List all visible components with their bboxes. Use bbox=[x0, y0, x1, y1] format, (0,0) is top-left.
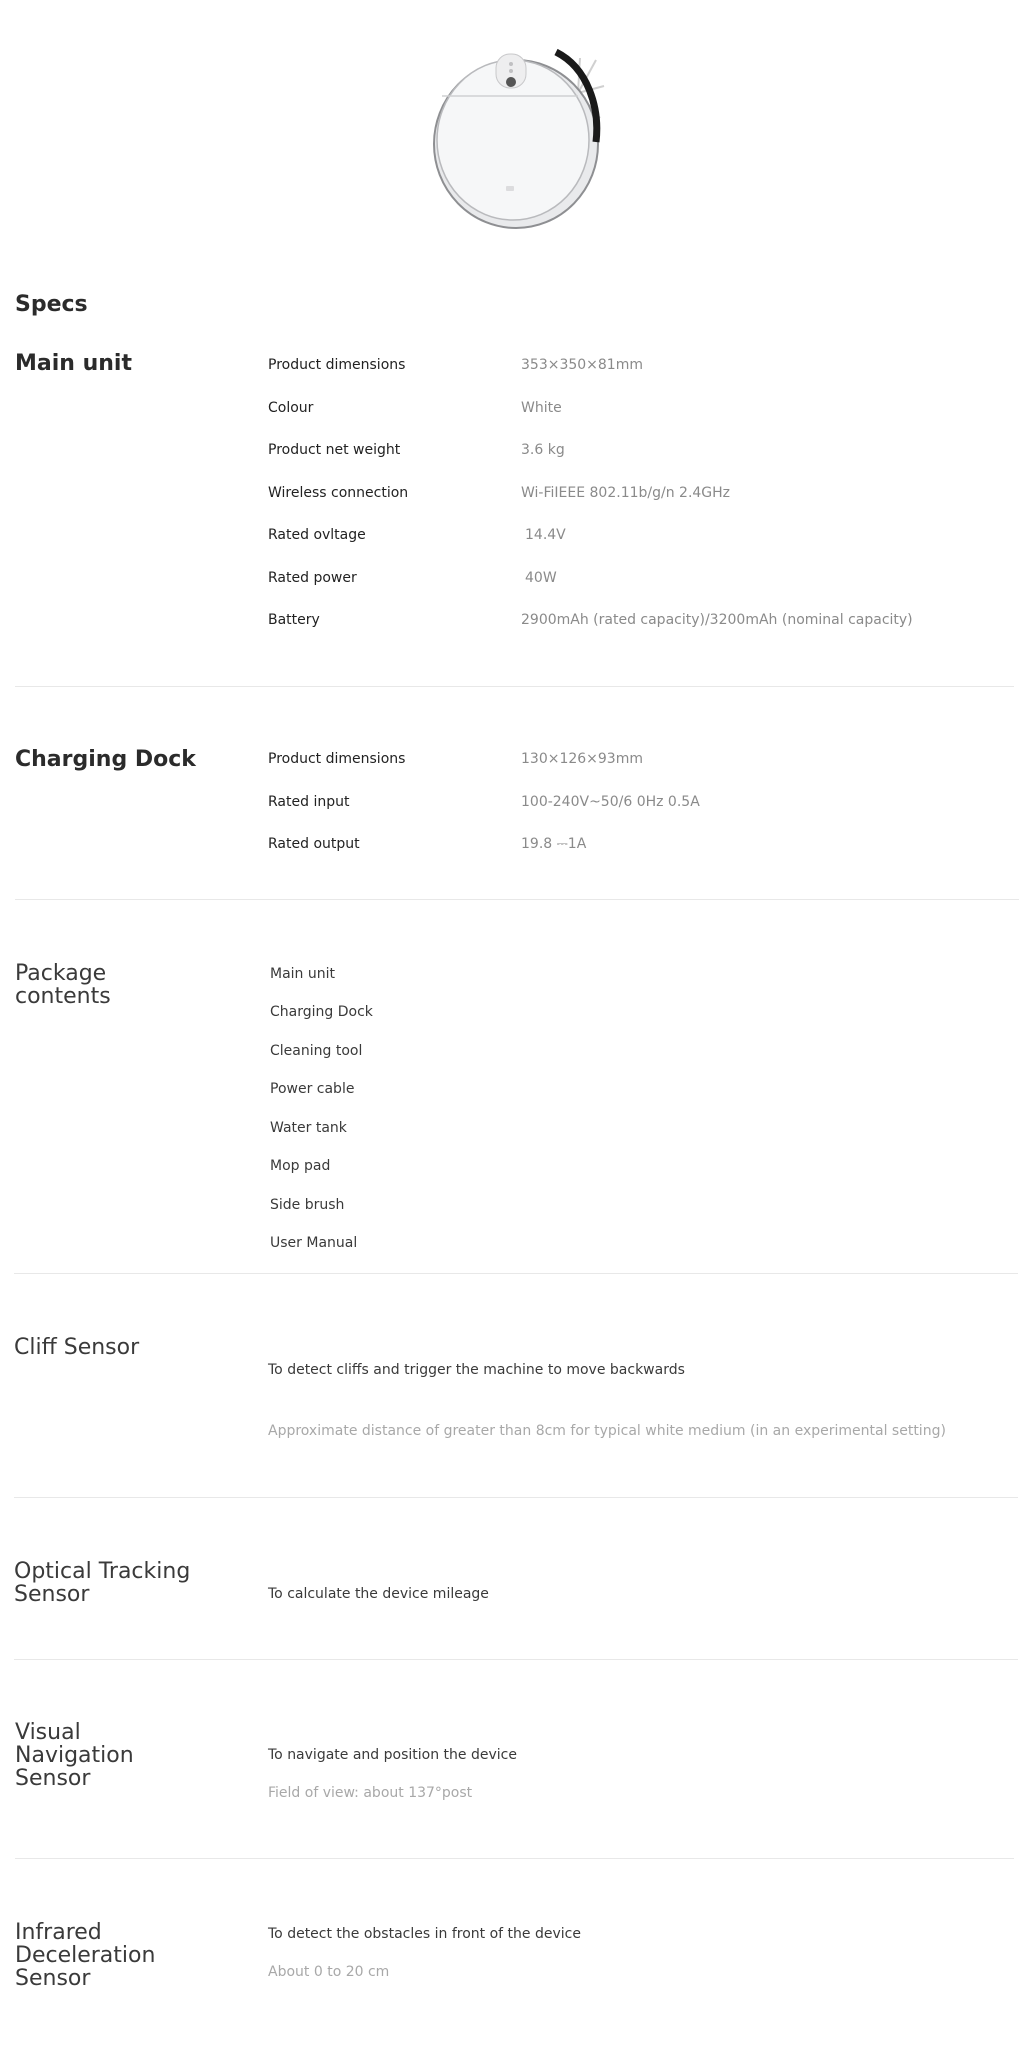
title-line: Infrared bbox=[15, 1920, 102, 1945]
title-line: Optical Tracking bbox=[14, 1559, 191, 1584]
section-divider bbox=[14, 1659, 1018, 1660]
title-line: Deceleration bbox=[15, 1943, 156, 1968]
section-divider bbox=[14, 1273, 1018, 1274]
section-title-infrared-deceleration-sensor bbox=[15, 1921, 155, 1990]
robot-vacuum-image bbox=[428, 38, 606, 230]
page-title: Specs bbox=[15, 292, 88, 317]
section-title-visual-navigation-sensor bbox=[15, 1721, 134, 1790]
list-item: Power cable bbox=[270, 1081, 355, 1097]
spec-label: Battery bbox=[268, 612, 320, 628]
spec-label: Wireless connection bbox=[268, 485, 409, 501]
title-line: contents bbox=[15, 984, 111, 1009]
section-title-main-unit: Main unit bbox=[15, 351, 132, 376]
spec-value: White bbox=[521, 400, 562, 416]
section-divider bbox=[15, 899, 1019, 900]
list-item: Side brush bbox=[270, 1197, 345, 1213]
list-item: Cleaning tool bbox=[270, 1043, 363, 1059]
sensor-description: To detect cliffs and trigger the machine to move backwards bbox=[268, 1362, 685, 1378]
spec-label: Rated power bbox=[268, 570, 357, 586]
section-divider bbox=[14, 1497, 1018, 1498]
spec-value: 14.4V bbox=[525, 527, 566, 543]
spec-value: 353×350×81mm bbox=[521, 357, 643, 373]
spec-label: Rated input bbox=[268, 794, 350, 810]
title-line: Navigation bbox=[15, 1743, 134, 1768]
title-line: Visual bbox=[15, 1720, 81, 1745]
title-line: Sensor bbox=[14, 1582, 90, 1607]
section-divider bbox=[15, 1858, 1014, 1859]
list-item: Mop pad bbox=[270, 1158, 331, 1174]
sensor-description: To navigate and position the device bbox=[268, 1747, 517, 1763]
spec-label: Rated output bbox=[268, 836, 360, 852]
title-line: Sensor bbox=[15, 1966, 91, 1991]
section-title-package-contents bbox=[15, 962, 111, 1008]
section-divider bbox=[15, 686, 1014, 687]
section-title-cliff-sensor: Cliff Sensor bbox=[14, 1335, 140, 1360]
sensor-description: To detect the obstacles in front of the device bbox=[268, 1926, 581, 1942]
spec-value: 130×126×93mm bbox=[521, 751, 643, 767]
sensor-note: About 0 to 20 cm bbox=[268, 1964, 390, 1980]
title-line: Sensor bbox=[15, 1766, 91, 1791]
spec-value: Wi-FiIEEE 802.11b/g/n 2.4GHz bbox=[521, 485, 731, 501]
list-item: User Manual bbox=[270, 1235, 358, 1251]
section-title-charging-dock: Charging Dock bbox=[15, 747, 196, 772]
spec-value: 3.6 kg bbox=[521, 442, 565, 458]
list-item: Main unit bbox=[270, 966, 335, 982]
sensor-note: Approximate distance of greater than 8cm for typical white medium (in an experimental setting) bbox=[268, 1423, 946, 1439]
spec-value: 19.8 ⎓1A bbox=[521, 836, 587, 852]
spec-label: Rated ovltage bbox=[268, 527, 366, 543]
list-item: Water tank bbox=[270, 1120, 347, 1136]
spec-label: Product dimensions bbox=[268, 357, 406, 373]
spec-value: 40W bbox=[525, 570, 557, 586]
spec-value: 100-240V~50/6 0Hz 0.5A bbox=[521, 794, 700, 810]
sensor-note: Field of view: about 137°post bbox=[268, 1785, 473, 1801]
spec-label: Product dimensions bbox=[268, 751, 406, 767]
spec-value: 2900mAh (rated capacity)/3200mAh (nominal capacity) bbox=[521, 612, 913, 628]
list-item: Charging Dock bbox=[270, 1004, 373, 1020]
spec-label: Product net weight bbox=[268, 442, 401, 458]
section-title-optical-tracking-sensor bbox=[14, 1560, 190, 1606]
spec-label: Colour bbox=[268, 400, 314, 416]
title-line: Package bbox=[15, 961, 107, 986]
sensor-description: To calculate the device mileage bbox=[268, 1586, 489, 1602]
